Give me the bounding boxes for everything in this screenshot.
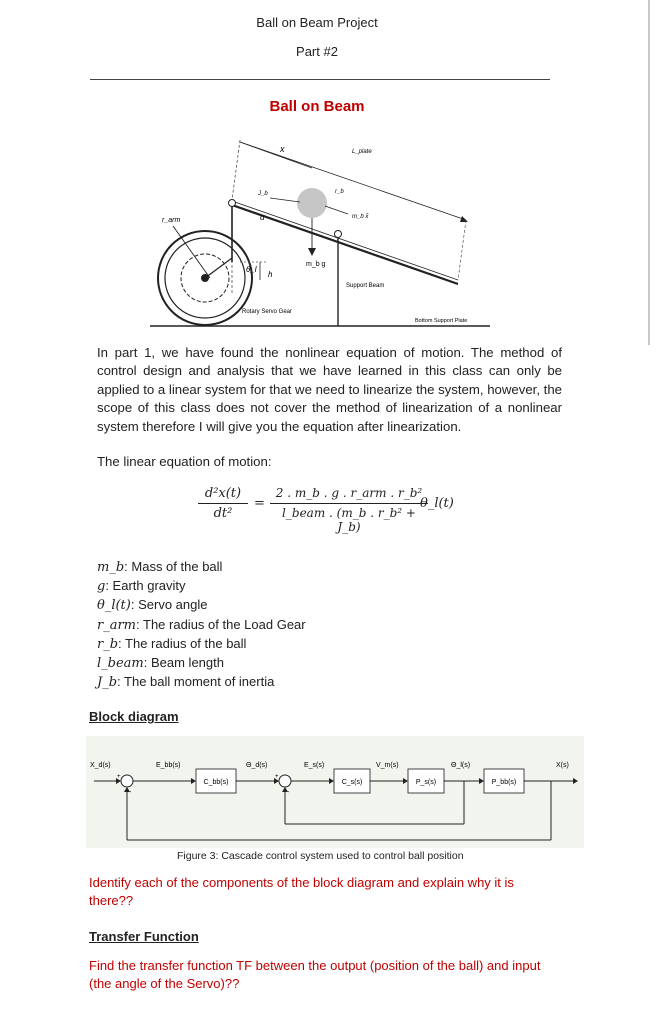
signal-es: E_s(s)	[304, 762, 325, 769]
eq-rhs-den: l_beam . (m_b . r_b² + J_b)	[282, 506, 416, 534]
eq-rhs-bar	[270, 503, 428, 504]
signal-thetad: Θ_d(s)	[246, 762, 268, 769]
block-ps-label: P_s(s)	[415, 779, 437, 786]
label-support-beam: Support Beam	[346, 283, 385, 289]
summing-junction-2	[279, 775, 291, 787]
sj1-minus: -	[129, 789, 132, 796]
eq-equals: =	[254, 496, 265, 511]
label-x: x	[280, 144, 285, 154]
label-bottom-plate: Bottom Support Plate	[415, 318, 468, 324]
support-beam	[232, 205, 458, 284]
eq-lhs-num: d²x(t)	[204, 486, 242, 501]
figure-caption: Figure 3: Cascade control system used to control ball position	[177, 850, 464, 862]
label-r-arm: r_arm	[162, 217, 181, 224]
header-part: Part #2	[296, 44, 338, 59]
servo-gear	[158, 231, 252, 325]
def-item: r_arm: The radius of the Load Gear	[97, 616, 306, 633]
l-plate-end-dashed	[458, 220, 466, 280]
question-1: Identify each of the components of the block diagram and explain why it is there??	[89, 875, 514, 908]
signal-x: X(s)	[556, 762, 569, 769]
eq-lhs-den: dt²	[213, 506, 233, 521]
label-theta: θ_l	[246, 265, 257, 274]
block-cbb-label: C_bb(s)	[203, 779, 229, 786]
gravity-arrowhead	[308, 248, 316, 256]
label-h: h	[268, 270, 273, 279]
definitions-list	[97, 558, 306, 692]
label-mbg: m_b g	[306, 261, 326, 268]
ball-on-beam-figure	[140, 120, 500, 335]
def-item: m_b: Mass of the ball	[97, 559, 223, 575]
def-item: J_b: The ball moment of inertia	[97, 674, 275, 691]
signal-thetal: Θ_l(s)	[451, 762, 471, 769]
sj2-minus: -	[287, 789, 290, 796]
beam-end-dashed	[232, 140, 240, 200]
header-title: Ball on Beam Project	[256, 15, 378, 30]
intro-paragraph: In part 1, we have found the nonlinear equation of motion. The method of control design and analysis that we have learned in this class can only be applied to a linear system for that we need to linearize the system, however, the scope of this class does not cover the method of linearization of a nonlinear system therefore I will give you the equation after linearization.	[97, 345, 562, 434]
mbx-arrow	[325, 206, 348, 214]
def-item: θ_l(t): Servo angle	[97, 597, 208, 614]
support-pivot	[335, 231, 342, 238]
eq-factor: θ_l(t)	[420, 496, 454, 511]
ball	[297, 188, 327, 218]
summing-junction-1	[121, 775, 133, 787]
eq-rhs-num: 2 . m_b . g . r_arm . r_b²	[275, 486, 423, 500]
signal-xd: X_d(s)	[90, 762, 111, 769]
block-pbb-label: P_bb(s)	[491, 779, 517, 786]
pivot	[229, 200, 236, 207]
label-alpha: α	[260, 213, 265, 222]
label-mbx: m_b x̄	[352, 214, 369, 220]
block-diagram-heading: Block diagram	[89, 709, 179, 724]
label-jb: J_b	[258, 191, 268, 197]
header-rule	[90, 79, 550, 80]
question-2: Find the transfer function TF between the output (position of the ball) and input (the angle of the Servo)??	[89, 958, 541, 991]
sj1-plus: +	[117, 774, 121, 780]
block-diagram	[86, 736, 584, 848]
sj2-plus: +	[275, 774, 279, 780]
signal-vm: V_m(s)	[376, 762, 399, 769]
jb-arrow	[270, 198, 300, 202]
label-rb: r_b	[335, 189, 344, 195]
def-item: r_b: The radius of the ball	[97, 635, 247, 652]
page-edge	[648, 0, 650, 345]
label-l-plate: L_plate	[352, 149, 372, 155]
figure-title: Ball on Beam	[269, 98, 365, 115]
label-rotary: Rotary Servo Gear	[242, 309, 293, 315]
def-item: l_beam: Beam length	[97, 655, 224, 672]
eq-lhs-bar	[198, 503, 248, 504]
l-plate-arrowhead	[460, 216, 468, 222]
transfer-function-heading: Transfer Function	[89, 929, 199, 944]
block-cs-label: C_s(s)	[341, 779, 363, 786]
signal-ebb: E_bb(s)	[156, 762, 181, 769]
linear-label: The linear equation of motion:	[97, 454, 272, 469]
def-item: g: Earth gravity	[97, 578, 186, 595]
